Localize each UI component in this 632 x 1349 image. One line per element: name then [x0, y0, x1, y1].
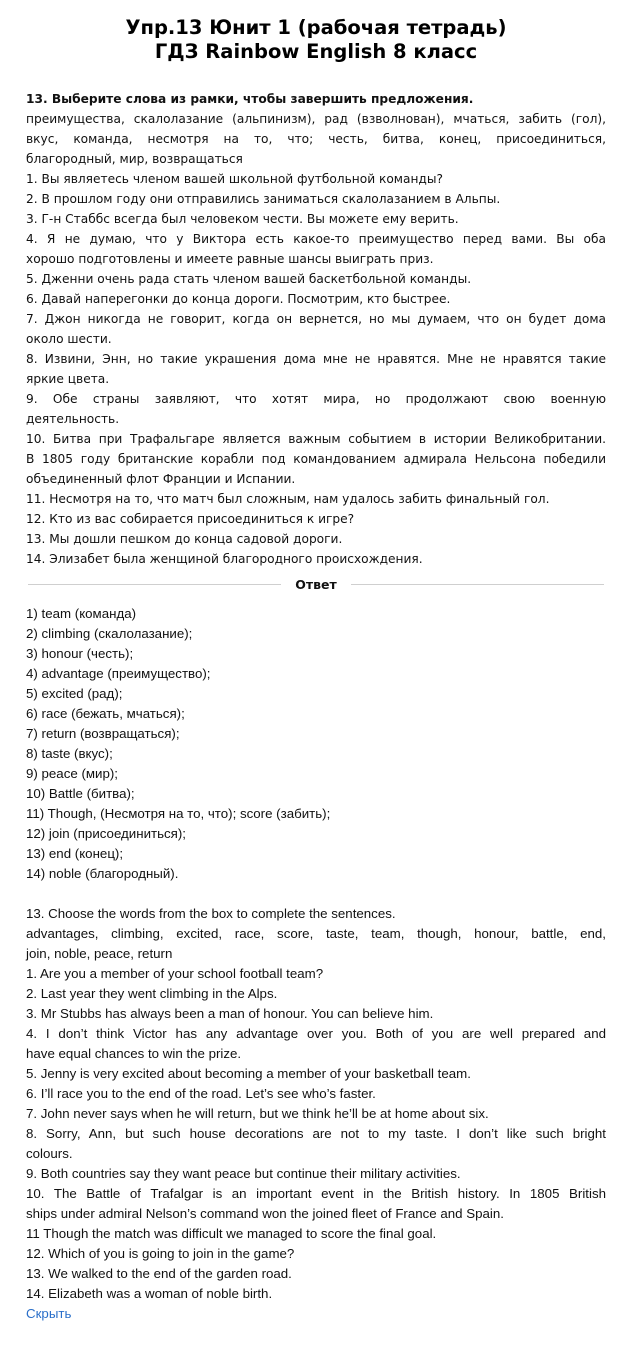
sentence-line: 12. Кто из вас собирается присоединиться к игре?: [26, 512, 355, 526]
sentence-line: 7. Джон никогда не говорит, когда он вернется, но мы думаем, что он будет дома: [26, 312, 606, 326]
answer-item: 13) end (конец);: [26, 846, 124, 861]
sentence-line: объединенный флот Франции и Испании.: [26, 472, 296, 486]
sentence-line: ships under admiral Nelson’s command won the joined fleet of France and Spain.: [26, 1206, 504, 1221]
sentence-line: 11 Though the match was difficult we managed to score the final goal.: [26, 1226, 437, 1241]
sentence-line: около шести.: [26, 332, 112, 346]
answer-item: 3) honour (честь);: [26, 646, 134, 661]
sentence-line: 6. I’ll race you to the end of the road. Let’s see who’s faster.: [26, 1086, 376, 1101]
word-box-line: вкус, команда, несмотря на то, что; честь, битва, конец, присоединиться,: [26, 132, 606, 146]
sentence-line: деятельность.: [26, 412, 120, 426]
page: [0, 16, 632, 1349]
sentence-line: 5. Jenny is very excited about becoming a member of your basketball team.: [26, 1066, 471, 1081]
spacer: [26, 884, 606, 904]
sentence-line: 3. Г-н Стаббс всегда был человеком чести. Вы можете ему верить.: [26, 212, 459, 226]
sentence-line: 11. Несмотря на то, что матч был сложным, нам удалось забить финальный гол.: [26, 492, 550, 506]
title-line-1: Упр.13 Юнит 1 (рабочая тетрадь): [125, 16, 507, 39]
sentences-ru: [26, 169, 606, 569]
sentence-line: 3. Mr Stubbs has always been a man of honour. You can believe him.: [26, 1006, 434, 1021]
answer-item: 8) taste (вкус);: [26, 746, 113, 761]
sentence-line: 8. Извини, Энн, но такие украшения дома мне не нравятся. Мне не нравятся такие: [26, 352, 606, 366]
answer-divider: [26, 577, 606, 592]
hide-link[interactable]: Скрыть: [26, 1306, 72, 1321]
word-box-line: join, noble, peace, return: [26, 946, 173, 961]
word-box-line: преимущества, скалолазание (альпинизм), рад (взволнован), мчаться, забить (гол),: [26, 112, 606, 126]
answer-item: 5) excited (рад);: [26, 686, 123, 701]
answers-list: [26, 604, 606, 884]
sentence-line: 1. Вы являетесь членом вашей школьной футбольной команды?: [26, 172, 443, 186]
sentence-line: 13. We walked to the end of the garden road.: [26, 1266, 292, 1281]
sentence-line: 1. Are you a member of your school football team?: [26, 966, 324, 981]
sentence-line: 2. В прошлом году они отправились заниматься скалолазанием в Альпы.: [26, 192, 501, 206]
answer-item: 12) join (присоединиться);: [26, 826, 186, 841]
sentence-line: 14. Элизабет была женщиной благородного происхождения.: [26, 552, 423, 566]
sentence-line: 4. Я не думаю, что у Виктора есть какое-то преимущество перед вами. Вы оба: [26, 232, 606, 246]
title-line-2: ГДЗ Rainbow English 8 класс: [154, 40, 478, 63]
answer-item: 1) team (команда): [26, 606, 137, 621]
sentence-line: 10. The Battle of Trafalgar is an important event in the British history. In 1805 British: [26, 1186, 606, 1201]
answer-label: Ответ: [295, 577, 337, 592]
content: [0, 89, 632, 1324]
answer-item: 9) peace (мир);: [26, 766, 118, 781]
sentence-line: В 1805 году британские корабли под командованием адмирала Нельсона победили: [26, 452, 606, 466]
answer-item: 10) Battle (битва);: [26, 786, 135, 801]
answer-item: 14) noble (благородный).: [26, 866, 179, 881]
divider-rule-left: [28, 584, 281, 585]
sentence-line: 14. Elizabeth was a woman of noble birth.: [26, 1286, 273, 1301]
sentence-line: colours.: [26, 1146, 73, 1161]
word-box-line: благородный, мир, возвращаться: [26, 152, 243, 166]
sentence-line: 2. Last year they went climbing in the Alps.: [26, 986, 278, 1001]
answer-item: 7) return (возвращаться);: [26, 726, 180, 741]
word-box-line: advantages, climbing, excited, race, score, taste, team, though, honour, battle, end,: [26, 926, 606, 941]
sentence-line: have equal chances to win the prize.: [26, 1046, 242, 1061]
answer-item: 4) advantage (преимущество);: [26, 666, 211, 681]
answer-item: 2) climbing (скалолазание);: [26, 626, 193, 641]
sentence-line: 6. Давай наперегонки до конца дороги. Посмотрим, кто быстрее.: [26, 292, 451, 306]
task-en: [26, 904, 606, 1304]
divider-rule-right: [351, 584, 604, 585]
sentence-line: 4. I don’t think Victor has any advantage over you. Both of you are well prepared and: [26, 1026, 606, 1041]
answer-item: 6) race (бежать, мчаться);: [26, 706, 185, 721]
sentence-line: яркие цвета.: [26, 372, 110, 386]
sentence-line: 13. Мы дошли пешком до конца садовой дороги.: [26, 532, 343, 546]
answer-item: 11) Though, (Несмотря на то, что); score (забить);: [26, 806, 331, 821]
task-heading-en: 13. Choose the words from the box to complete the sentences.: [26, 906, 396, 921]
sentence-line: 9. Обе страны заявляют, что хотят мира, но продолжают свою военную: [26, 392, 606, 406]
page-title: [0, 16, 632, 64]
sentence-line: хорошо подготовлены и имеете равные шансы выиграть приз.: [26, 252, 434, 266]
sentence-line: 10. Битва при Трафальгаре является важным событием в истории Великобритании.: [26, 432, 606, 446]
sentence-line: 8. Sorry, Ann, but such house decorations are not to my taste. I don’t like such bright: [26, 1126, 606, 1141]
sentence-line: 5. Дженни очень рада стать членом вашей баскетбольной команды.: [26, 272, 472, 286]
word-box-ru: [26, 109, 606, 169]
task-heading-ru: 13. Выберите слова из рамки, чтобы завершить предложения.: [26, 92, 474, 106]
sentence-line: 9. Both countries say they want peace but continue their military activities.: [26, 1166, 461, 1181]
sentence-line: 7. John never says when he will return, but we think he’ll be at home about six.: [26, 1106, 489, 1121]
sentence-line: 12. Which of you is going to join in the game?: [26, 1246, 295, 1261]
